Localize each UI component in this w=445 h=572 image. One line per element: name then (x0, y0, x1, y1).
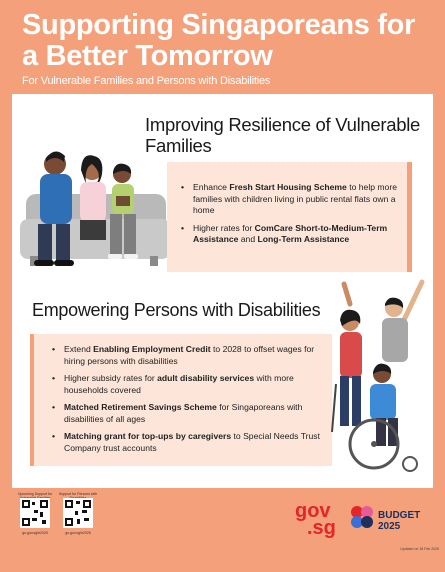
list-item: • Higher rates for ComCare Short-to-Medium-Term Assistance and Long-Term Assistance (181, 222, 388, 244)
section2-heading: Empowering Persons with Disabilities (32, 300, 321, 320)
qr-code-icon[interactable] (20, 498, 50, 528)
list-item: • Enhance Fresh Start Housing Scheme to help more families with children living in public rental flats own a home (181, 182, 397, 215)
content-panel (12, 94, 433, 488)
page-subtitle: For Vulnerable Families and Persons with Disabilities (22, 75, 271, 87)
budget-heart-icon (348, 504, 376, 532)
section1-heading: Improving Resilience of Vulnerable Families (145, 114, 420, 156)
qr1-caption: Upcoming Support for (17, 492, 53, 496)
budget-logo-text: BUDGET 2025 (378, 510, 421, 532)
qr-code-icon[interactable] (63, 498, 93, 528)
list-item: • Higher subsidy rates for adult disability services with more households covered (52, 373, 294, 395)
qr2-caption: Support for Persons with (58, 492, 98, 496)
qr2-link[interactable]: go.gov.sg/b2025 (65, 531, 91, 535)
list-item: • Matched Retirement Savings Scheme for Singaporeans with disabilities of all ages (52, 402, 303, 424)
list-item: • Matching grant for top-ups by caregivers to Special Needs Trust Company trust accounts (52, 431, 320, 453)
disability-illustration (322, 274, 434, 484)
section1-bullet-box (167, 162, 412, 272)
section2-bullet-box (30, 334, 332, 466)
page-title: Supporting Singaporeans for a Better Tomorrow (22, 9, 416, 72)
govsg-logo: gov .sg (295, 500, 336, 539)
list-item: • Extend Enabling Employment Credit to 2028 to offset wages for hiring persons with disabilities (52, 344, 315, 366)
updated-date: Updated on 18 Feb 2025 (400, 547, 439, 551)
qr1-link[interactable]: go.gov.sg/b2025 (22, 531, 48, 535)
